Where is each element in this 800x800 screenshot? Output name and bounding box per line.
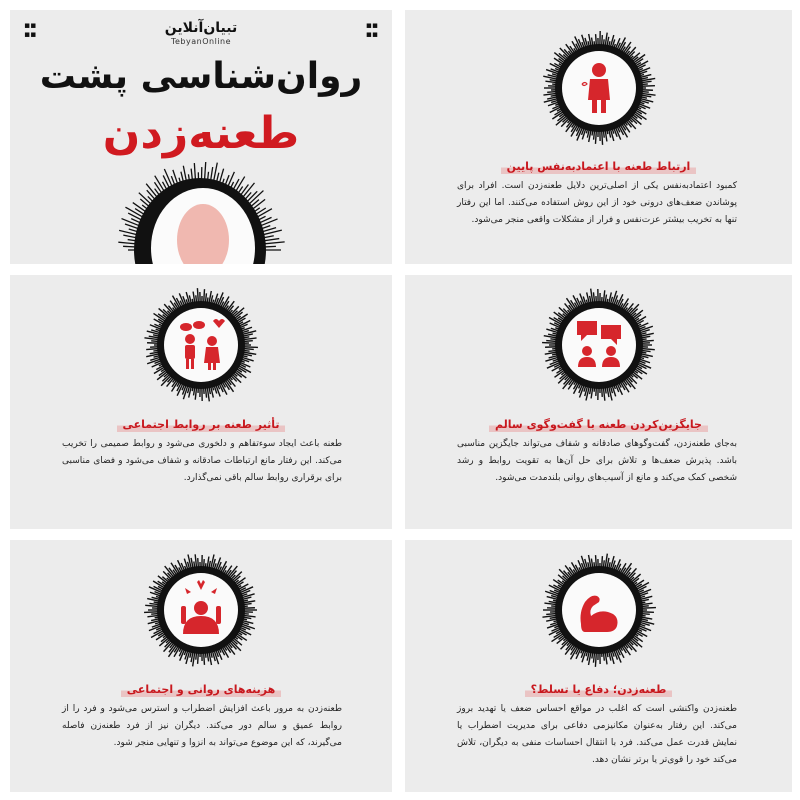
dots-pattern-icon: ▪▪ ▪▪: [365, 21, 378, 40]
brand-name-en: TebyanOnline: [170, 37, 232, 46]
section-title: تأثیر طعنه بر روابط اجتماعی: [10, 418, 392, 432]
cover-title-line2: طعنه‌زدن: [102, 108, 300, 159]
section-title: ارتباط طعنه با اعتمادبه‌نفس پایین: [405, 160, 792, 174]
section-title: جایگزین‌کردن طعنه با گفت‌وگوی سالم: [405, 418, 792, 432]
section-panel-3: [405, 275, 792, 529]
brand-logo: [10, 20, 392, 46]
spiky-circle-frame: [537, 26, 661, 150]
spiky-circle-frame: [537, 283, 661, 407]
dots-pattern-icon: ▪▪ ▪▪: [24, 21, 37, 40]
spiky-circle-frame: [139, 283, 263, 407]
section-body: طعنه باعث ایجاد سوءتفاهم و دلخوری می‌شود و روابط صمیمی را تخریب می‌کند. این رفتار مانع ارتباطات صادقانه و شفاف می‌شود و فضای مناسبی برای برقراری روابط سالم باقی نمی‌گذارد.: [62, 439, 342, 483]
section-title: طعنه‌زدن؛ دفاع یا تسلط؟: [405, 683, 792, 697]
section-panel-5: [405, 540, 792, 792]
cover-panel: [10, 10, 392, 264]
section-panel-1: [405, 10, 792, 264]
section-panel-2: [10, 275, 392, 529]
section-title: هزینه‌های روانی و اجتماعی: [10, 683, 392, 697]
section-panel-4: [10, 540, 392, 792]
section-body: به‌جای طعنه‌زدن، گفت‌وگوهای صادقانه و شفاف می‌تواند جایگزین مناسبی باشد. پذیرش ضعف‌ها و تلاش برای حل آن‌ها به تقویت روابط و رشد شخصی کمک می‌کند و مانع از آسیب‌های روانی بلندمدت می‌شود.: [457, 439, 737, 483]
cover-title-line1: روان‌شناسی پشت: [39, 56, 363, 97]
section-body: کمبود اعتمادبه‌نفس یکی از اصلی‌ترین دلایل طعنه‌زدن است. افراد برای پوشاندن ضعف‌های درونی خود از این روش استفاده می‌کنند. اما این رفتار تنها به تخریب بیشتر عزت‌نفس و فرار از مشکلات واقعی منجر می‌شود.: [457, 181, 737, 225]
section-body: طعنه‌زدن به مرور باعث افزایش اضطراب و استرس می‌شود و فرد را از روابط عمیق و سالم دور می‌کند. دیگران نیز از فرد طعنه‌زن فاصله می‌گیرند، که این موضوع می‌تواند به انزوا و تنهایی منجر شود.: [62, 704, 342, 748]
spiky-head-illustration: [105, 160, 295, 264]
spiky-circle-frame: [537, 548, 661, 672]
section-body: طعنه‌زدن واکنشی است که اغلب در مواقع احساس ضعف یا تهدید بروز می‌کند. این رفتار به‌عنوان مکانیزمی دفاعی برای مدیریت اضطراب یا نمایش قدرت عمل می‌کند. فرد با انتقال احساسات منفی به دیگران، تلاش می‌کند خود را قوی‌تر یا برتر نشان دهد.: [457, 704, 737, 765]
brand-name-fa: تبیان‌آنلاین: [164, 20, 238, 36]
spiky-circle-frame: [139, 548, 263, 672]
